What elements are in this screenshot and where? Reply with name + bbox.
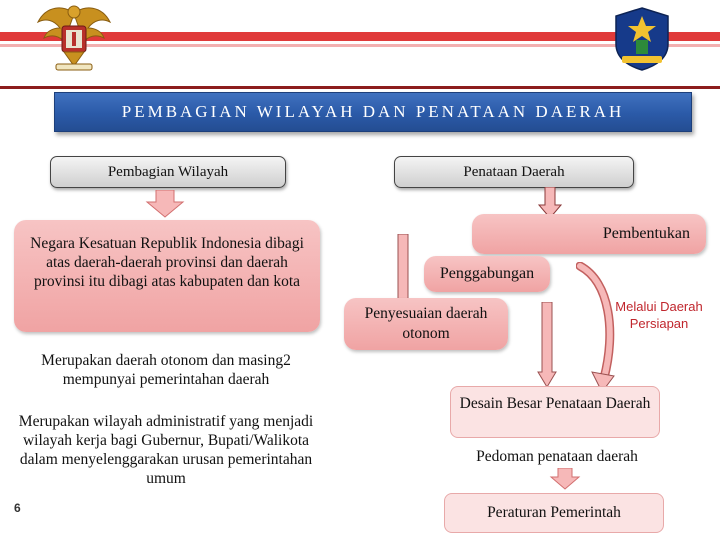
desain-besar-box	[450, 386, 660, 438]
garuda-emblem-icon	[34, 2, 114, 74]
arrow-down-icon	[549, 468, 581, 490]
persiapan-note: Melalui Daerah Persiapan	[615, 299, 703, 331]
header-penataan-daerah: Penataan Daerah	[394, 156, 634, 188]
nkri-division-text: Negara Kesatuan Republik Indonesia dibagi atas daerah-daerah provinsi dan daerah provinsi itu dibagi atas kabupaten dan kota	[30, 235, 304, 290]
arrow-down-icon	[145, 190, 185, 218]
page-number: 6	[14, 501, 21, 515]
header-pembagian-wilayah: Pembagian Wilayah	[50, 156, 286, 188]
penyesuaian-box	[344, 298, 508, 350]
arrow-down-icon	[537, 302, 557, 388]
penggabungan-box: Penggabungan	[424, 256, 550, 292]
nkri-division-box	[14, 220, 320, 332]
title-top-line	[0, 86, 720, 89]
slide-title: PEMBAGIAN WILAYAH DAN PENATAAN DAERAH	[54, 92, 692, 132]
penyesuaian-text: Penyesuaian daerah otonom	[364, 305, 488, 342]
ministry-logo-icon	[610, 6, 674, 72]
administrative-region-text: Merupakan wilayah administratif yang menjadi wilayah kerja bagi Gubernur, Bupati/Walikota dalam menyelenggarakan urusan pemerintahan umum	[18, 413, 314, 487]
pembentukan-box: Pembentukan	[472, 214, 706, 254]
autonomous-region-text: Merupakan daerah otonom dan masing2 mempunyai pemerintahan daerah	[41, 352, 291, 388]
pedoman-text: Pedoman penataan daerah	[476, 448, 638, 465]
peraturan-box: Peraturan Pemerintah	[444, 493, 664, 533]
desain-besar-text: Desain Besar Penataan Daerah	[459, 395, 651, 412]
